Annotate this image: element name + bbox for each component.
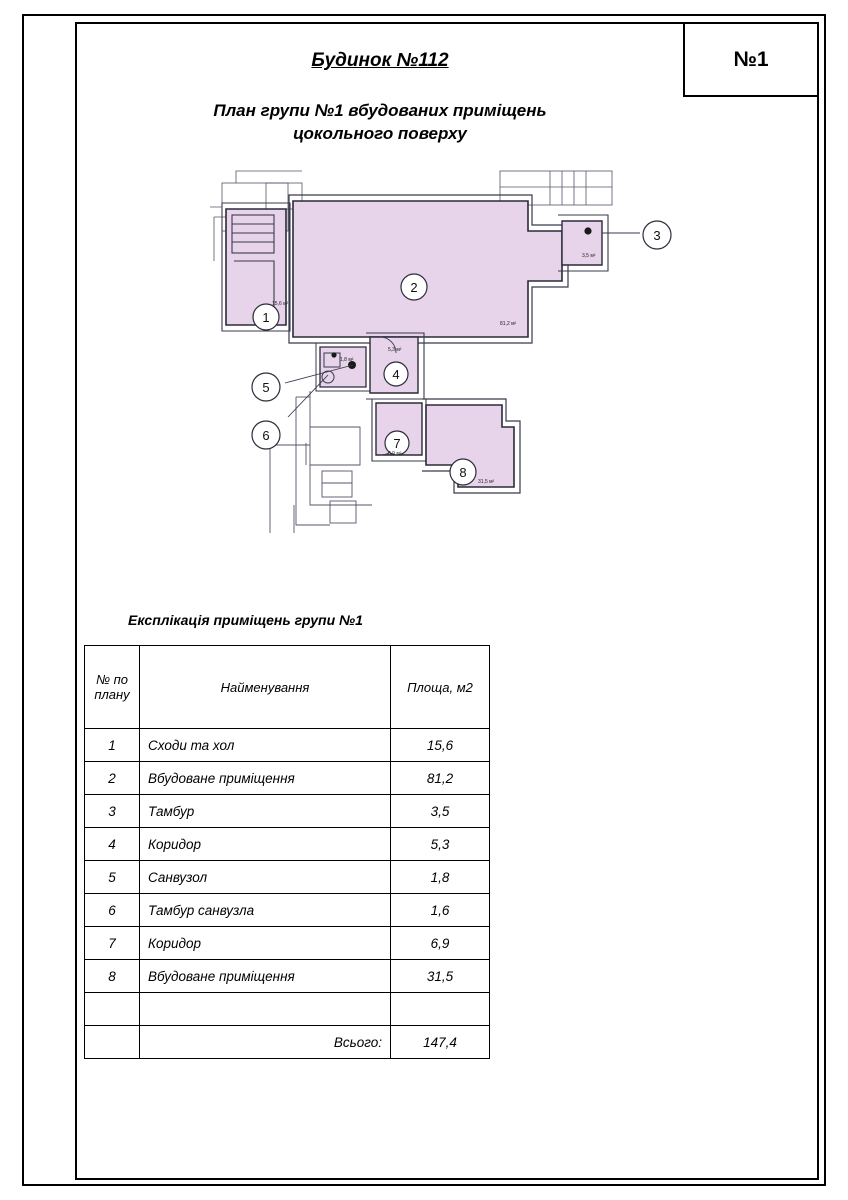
- room-marker-5: 5: [262, 380, 270, 395]
- cell-area: 3,5: [391, 795, 490, 828]
- cell-area: 6,9: [391, 927, 490, 960]
- table-row: [85, 894, 490, 927]
- cell-name: Вбудоване приміщення: [140, 762, 391, 795]
- table-row: [85, 960, 490, 993]
- cell-name: Коридор: [140, 828, 391, 861]
- cell-name: Коридор: [140, 927, 391, 960]
- header-cell-name: Найменування: [140, 646, 391, 729]
- room-marker-1: 1: [262, 310, 270, 325]
- plan-area-1: 15,6 м²: [272, 301, 289, 307]
- table-row: [85, 861, 490, 894]
- total-value: 147,4: [391, 1026, 490, 1059]
- page-subtitle-line-2: цокольного поверху: [293, 123, 467, 143]
- exposition-table: [84, 645, 490, 1059]
- cell-name: Тамбур: [140, 795, 391, 828]
- header-cell-number: [85, 646, 140, 729]
- total-label: Всього:: [140, 1026, 391, 1059]
- exposition-caption: Експлікація приміщень групи №1: [128, 612, 363, 628]
- cell-number: 5: [85, 861, 140, 894]
- room-marker-6: 6: [262, 428, 270, 443]
- table-row: [85, 927, 490, 960]
- cell-number: 4: [85, 828, 140, 861]
- cell-area: [391, 993, 490, 1026]
- plan-area-5: 1,8 м²: [340, 357, 354, 363]
- table-header-row: [85, 646, 490, 729]
- cell-number: [85, 993, 140, 1026]
- room-marker-4: 4: [392, 367, 400, 382]
- cell-number: 6: [85, 894, 140, 927]
- plan-area-7: 6,9 м²: [388, 451, 402, 457]
- cell-number: 8: [85, 960, 140, 993]
- cell-number: 1: [85, 729, 140, 762]
- cell-area: 31,5: [391, 960, 490, 993]
- cell-area: 1,8: [391, 861, 490, 894]
- page-title: Будинок №112: [311, 50, 449, 71]
- header-cell-area: Площа, м2: [391, 646, 490, 729]
- sheet-number-box: [683, 22, 819, 97]
- cell-number: [85, 1026, 140, 1059]
- page-subtitle: [95, 100, 665, 145]
- header-number-line-2: плану: [94, 687, 130, 702]
- cell-number: 2: [85, 762, 140, 795]
- cell-name: [140, 993, 391, 1026]
- table-row: [85, 828, 490, 861]
- cell-name: Сходи та хол: [140, 729, 391, 762]
- cell-area: 15,6: [391, 729, 490, 762]
- cell-area: 5,3: [391, 828, 490, 861]
- cell-name: Вбудоване приміщення: [140, 960, 391, 993]
- room-marker-7: 7: [393, 436, 401, 451]
- floor-plan-drawing: [210, 165, 700, 565]
- table-row-empty: [85, 993, 490, 1026]
- room-marker-3: 3: [653, 228, 661, 243]
- cell-number: 3: [85, 795, 140, 828]
- cell-name: Тамбур санвузла: [140, 894, 391, 927]
- table-total-row: [85, 1026, 490, 1059]
- plan-area-3: 3,5 м²: [582, 253, 596, 259]
- table-row: [85, 762, 490, 795]
- plan-area-2: 81,2 м²: [500, 321, 517, 327]
- room-marker-2: 2: [410, 280, 418, 295]
- plan-area-8: 31,5 м²: [478, 479, 495, 485]
- plan-area-4: 5,3 м²: [388, 347, 402, 353]
- room-marker-8: 8: [459, 465, 467, 480]
- cell-number: 7: [85, 927, 140, 960]
- header-number-line-1: № по: [95, 672, 129, 687]
- table-row: [85, 795, 490, 828]
- sheet-number-label: №1: [733, 47, 769, 71]
- cell-area: 81,2: [391, 762, 490, 795]
- cell-name: Санвузол: [140, 861, 391, 894]
- table-row: [85, 729, 490, 762]
- cell-area: 1,6: [391, 894, 490, 927]
- page-subtitle-line-1: План групи №1 вбудованих приміщень: [213, 101, 547, 120]
